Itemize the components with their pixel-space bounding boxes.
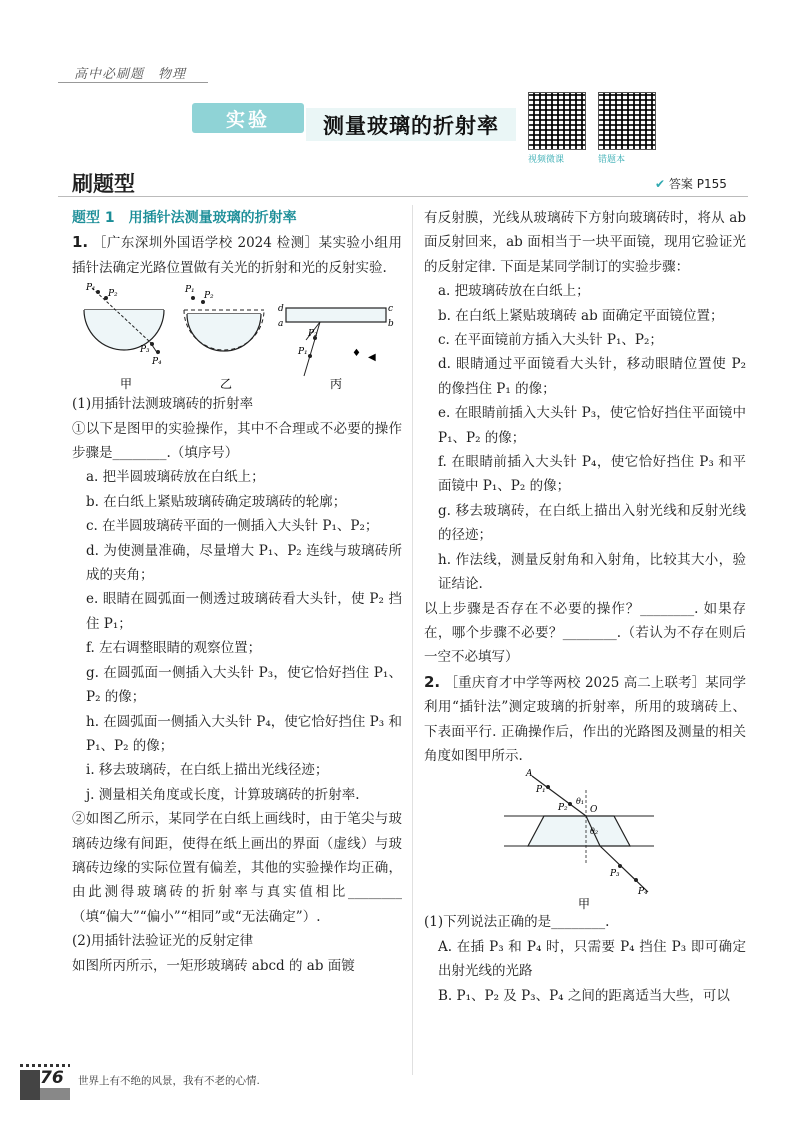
diagram-jia [84,283,164,367]
question-1-intro: ［广东深圳外国语学校 2024 检测］某实验小组用插针法确定光路位置做有关光的折射和光的反射实验. [72,235,402,276]
step-e: e. 眼睛在圆弧面一侧透过玻璃砖看大头针，使 P₂ 挡住 P₁； [86,591,402,632]
question-number: 1. [72,233,89,252]
option-b: B. P₁、P₂ 及 P₃、P₄ 之间的距离适当大些，可以 [438,987,730,1004]
right-column [424,206,746,1008]
question-number: 2. [424,672,441,691]
qr-mistakes[interactable] [598,92,656,165]
q2-part-1: (1)下列说法正确的是________. [424,914,610,931]
answer-ref [655,175,727,192]
mirror-step-a: a. 把玻璃砖放在白纸上； [438,283,590,300]
mirror-step-h: h. 作法线，测量反射角和入射角，比较其大小，验证结论. [438,551,746,593]
svg-text:θ₂: θ₂ [590,827,599,837]
question-2 [424,670,746,769]
fig-label-bing: 丙 [330,377,343,392]
type-title: 题型 1 用插针法测量玻璃的折射率 [72,210,297,226]
page-title: 测量玻璃的折射率 [306,108,516,141]
diagram-bing [278,304,394,376]
mirror-question: 以上步骤是否存在不必要的操作？________. 如果存在，哪个步骤不必要？________.（若认为不存在则后一空不必填写） [424,600,746,666]
svg-text:O: O [590,805,598,816]
left-column [72,206,402,978]
fig-label-jia: 甲 [120,377,133,392]
svg-text:b: b [388,319,394,330]
right-continuation: 有反射膜，光线从玻璃砖下方射向玻璃砖时，将从 ab 面反射回来，ab 面相当于一块平面镜，现用它验证光的反射定律. 下面是某同学制订的实验步骤： [424,210,746,275]
step-d: d. 为使测量准确，尽量增大 P₁、P₂ 连线与玻璃砖所成的夹角； [86,542,402,584]
column-divider [412,205,413,1075]
step-h: h. 在圆弧面一侧插入大头针 P₄，使它恰好挡住 P₃ 和 P₁、P₂ 的像； [86,713,402,754]
qr-video[interactable] [528,92,586,165]
answer-ref-text: 答案 P155 [668,177,727,191]
footer-motto: 世界上有不绝的风景，我有不老的心情. [78,1075,260,1087]
step-b: b. 在白纸上紧贴玻璃砖确定玻璃砖的轮廓； [86,493,347,510]
svg-text:P₁: P₁ [536,785,546,796]
svg-text:◀: ◀ [368,352,376,364]
svg-text:θ₁: θ₁ [576,797,585,807]
fig-label-q2: 甲 [578,897,591,911]
step-a: a. 把半圆玻璃砖放在白纸上； [86,469,265,486]
footer-block-2 [40,1088,70,1100]
svg-text:P₁: P₁ [185,285,195,296]
svg-text:♦: ♦ [352,348,361,360]
part-2-title: (2)用插针法验证光的反射定律 [72,933,254,950]
part-1-title: (1)用插针法测玻璃砖的折射率 [72,396,254,413]
question-1 [72,230,402,280]
fig-label-yi: 乙 [220,377,233,392]
mirror-step-d: d. 眼睛通过平面镜看大头针，移动眼睛位置使 P₂ 的像挡住 P₁ 的像； [438,356,746,397]
mirror-step-e: e. 在眼睛前插入大头针 P₃，使它恰好挡住平面镜中 P₁、P₂ 的像； [438,405,746,446]
svg-text:d: d [278,304,284,315]
experiment-tag: 实验 [192,103,304,133]
step-c: c. 在半圆玻璃砖平面的一侧插入大头针 P₁、P₂； [86,518,379,535]
svg-text:a: a [278,319,284,330]
footer-block [20,1070,40,1100]
check-icon: ✔ [655,177,666,191]
question-2-intro: ［重庆育才中学等两校 2025 高二上联考］某同学利用“插针法”测定玻璃的折射率，所用的玻璃砖上、下表面平行. 正确操作后，作出的光路图及测量的相关角度如图甲所示. [424,674,746,764]
step-g: g. 在圆弧面一侧插入大头针 P₃，使它恰好挡住 P₁、P₂ 的像； [86,664,402,706]
svg-text:P₂: P₂ [108,289,118,300]
footer-dots [20,1064,70,1067]
sub-question-2: ②如图乙所示，某同学在白纸上画线时，由于笔尖与玻璃砖边缘有间距，使得在纸上画出的界面（虚线）与玻璃砖边缘的实际位置有偏差，其他的实验操作均正确，由此测得玻璃砖的折射率与真实值相比________（填“偏大”“偏小”“相同”或“无法确定”）. [72,811,402,925]
svg-text:P₄: P₄ [152,357,162,368]
diagram-yi [184,285,264,351]
header-rule [58,196,748,197]
svg-text:P₁: P₁ [298,347,308,358]
qr-code-icon[interactable] [528,92,586,150]
svg-text:P₁: P₁ [86,283,96,294]
page-number: 76 [40,1068,64,1088]
part-2-text: 如图所丙所示，一矩形玻璃砖 abcd 的 ab 面镀 [72,957,355,974]
mirror-step-c: c. 在平面镜前方插入大头针 P₁、P₂； [438,332,663,349]
svg-text:P₃: P₃ [140,345,150,356]
mirror-step-f: f. 在眼睛前插入大头针 P₄，使它恰好挡住 P₃ 和平面镜中 P₁、P₂ 的像； [438,454,746,495]
figure-1-diagrams [72,280,402,392]
series-title: 高中必刷题 物理 [74,67,187,82]
step-j: j. 测量相关角度或长度，计算玻璃砖的折射率. [86,786,360,803]
svg-text:P₂: P₂ [204,291,214,302]
svg-text:P₂: P₂ [308,329,318,340]
sub-question-1: ①以下是图甲的实验操作，其中不合理或不必要的操作步骤是________.（填序号） [72,420,402,462]
svg-text:P₂: P₂ [558,803,568,814]
svg-text:P₄: P₄ [638,887,648,898]
qr-mistakes-label: 错题本 [598,155,626,165]
svg-text:A: A [526,769,533,780]
option-a: A. 在插 P₃ 和 P₄ 时，只需要 P₄ 挡住 P₃ 即可确定出射光线的光路 [438,938,746,980]
svg-text:c: c [388,304,394,315]
mirror-step-g: g. 移去玻璃砖，在白纸上描出入射光线和反射光线的径迹； [438,502,746,544]
step-f: f. 左右调整眼睛的观察位置； [86,640,262,657]
qr-code-icon[interactable] [598,92,656,150]
figure-2-diagram [424,768,746,910]
qr-video-label: 视频微课 [528,155,565,165]
step-i: i. 移去玻璃砖，在白纸上描出光线径迹； [86,762,329,779]
series-underline [58,82,208,83]
mirror-step-b: b. 在白纸上紧贴玻璃砖 ab 面确定平面镜位置； [438,307,724,324]
svg-text:P₃: P₃ [610,869,620,880]
section-heading: 刷题型 [72,172,135,196]
